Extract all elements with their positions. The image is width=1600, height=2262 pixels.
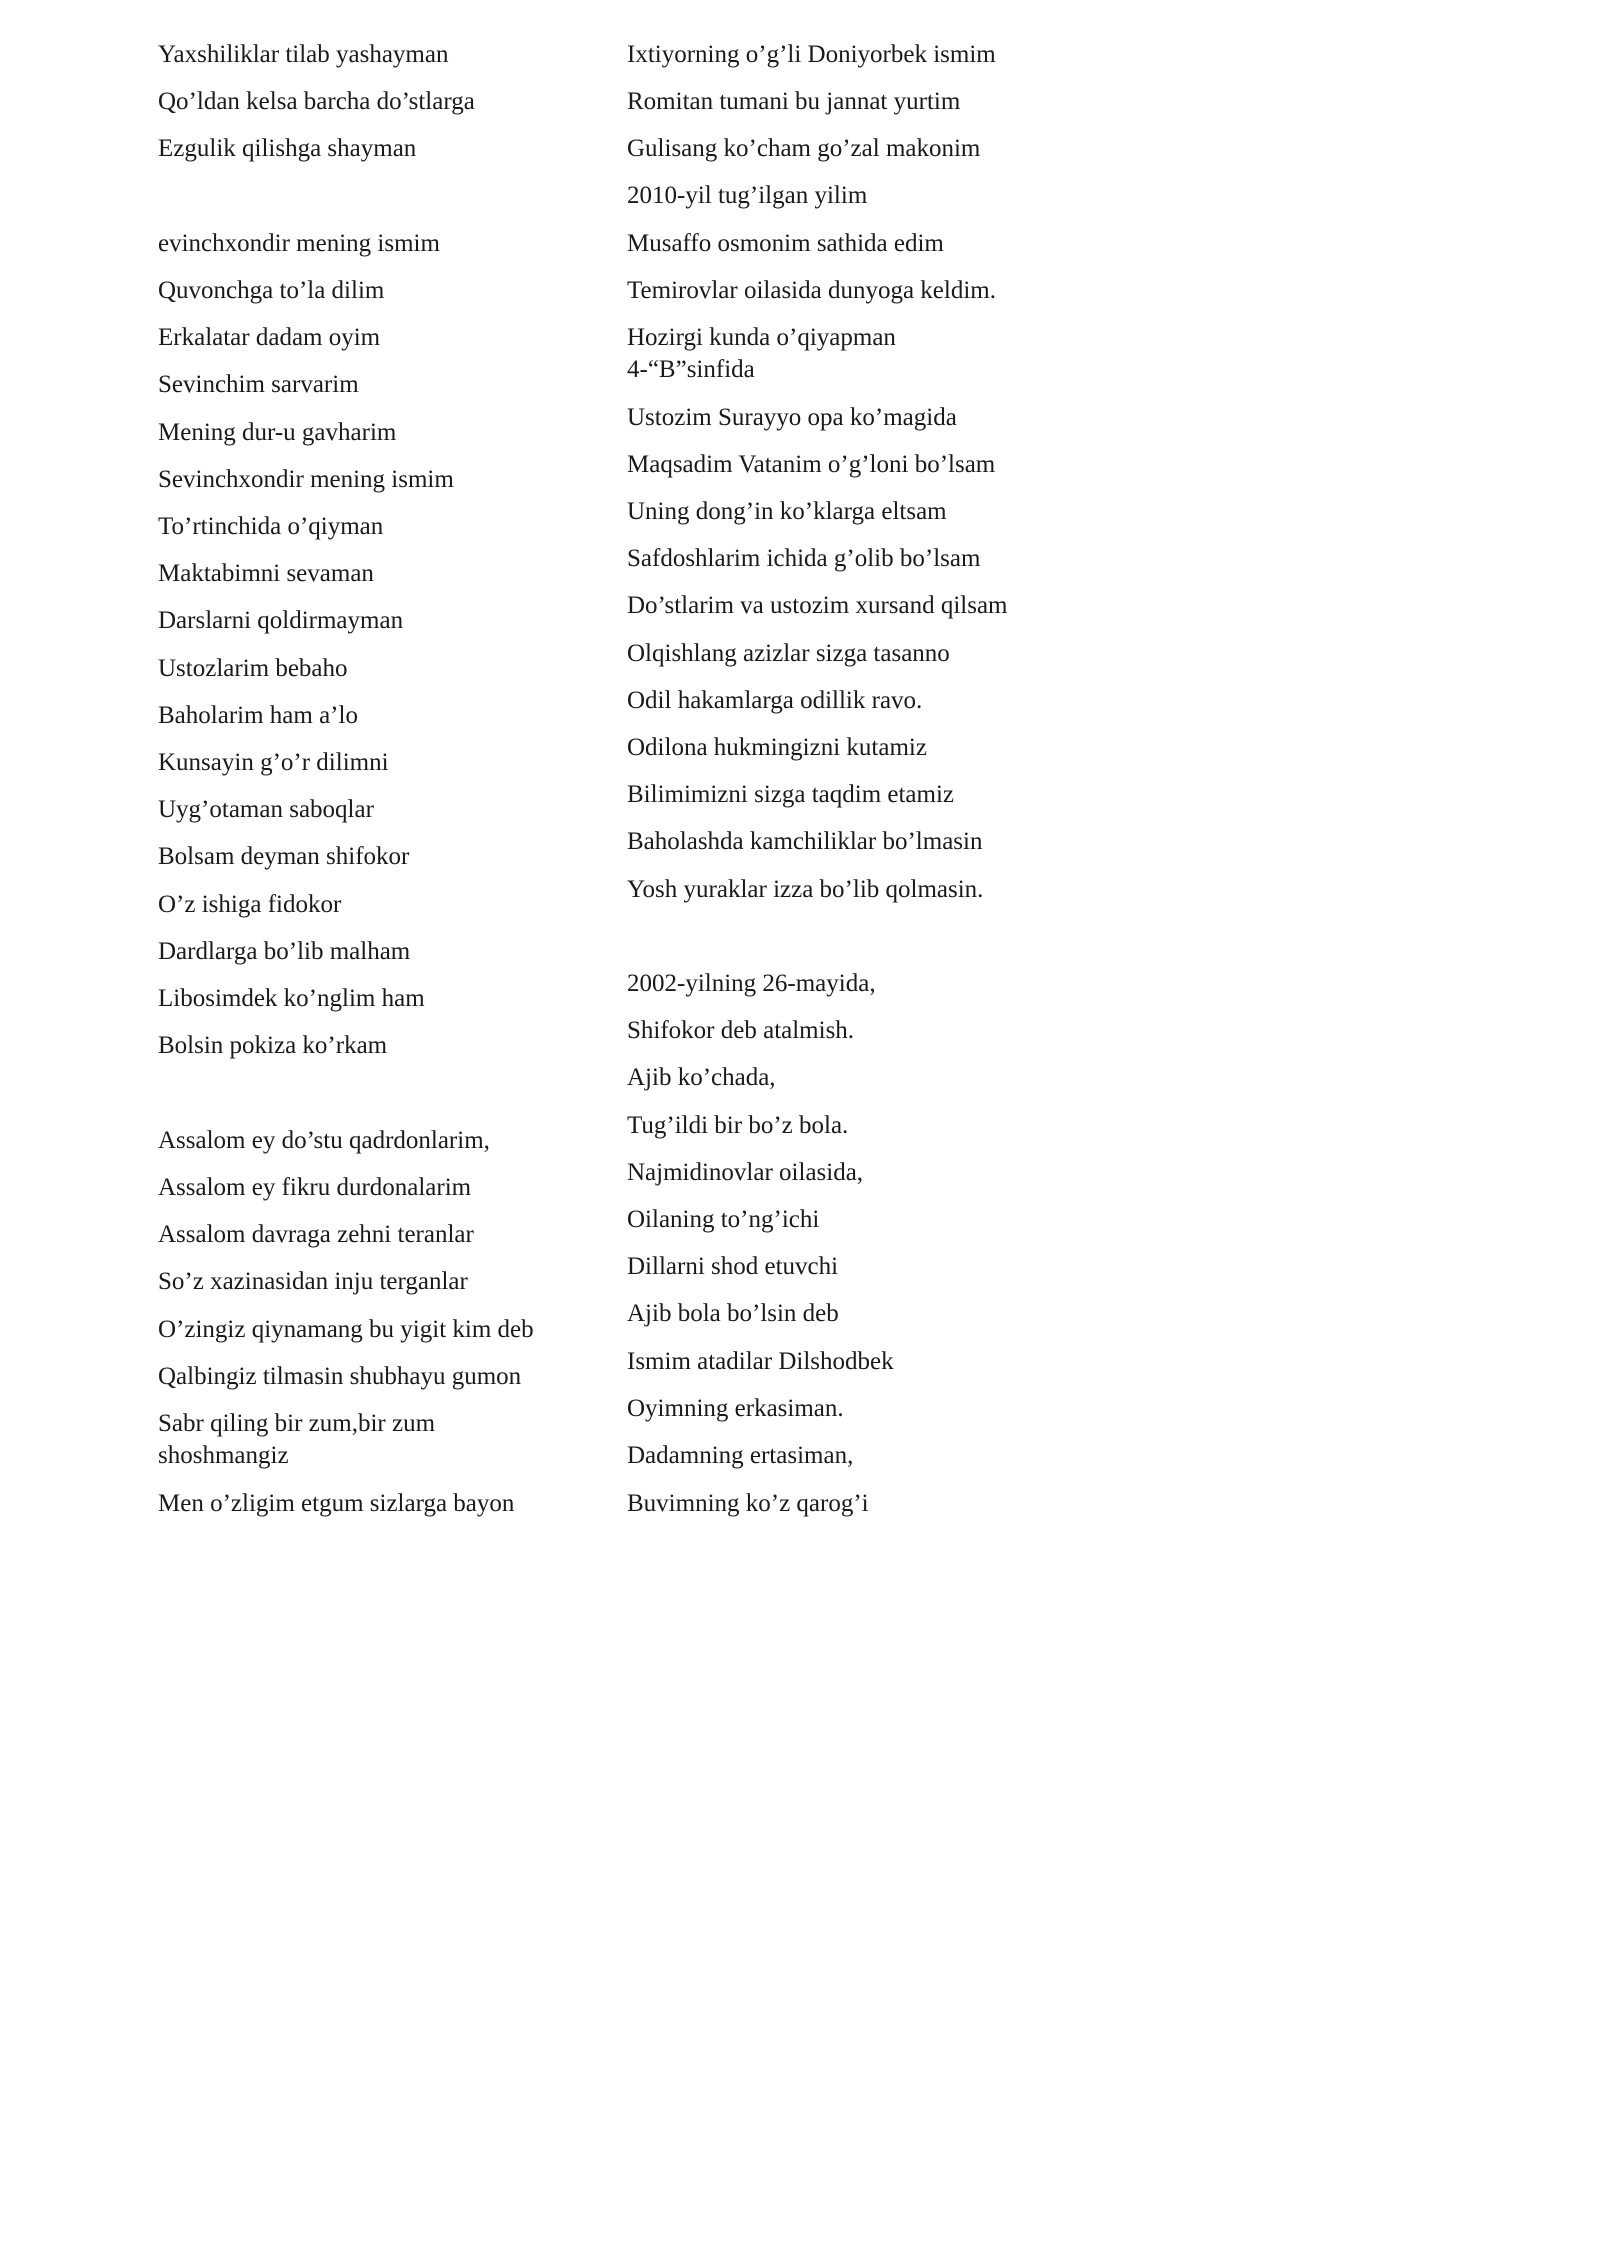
poem-line: Assalom ey do’stu qadrdonlarim, [158,1127,490,1154]
poem-line: Uyg’otaman saboqlar [158,796,374,823]
poem-line: Erkalatar dadam oyim [158,324,381,351]
poem-line: Odil hakamlarga odillik ravo. [627,687,923,714]
poem-line: Shifokor deb atalmish. [627,1017,855,1044]
poem-line: Mening dur-u gavharim [158,419,397,446]
poem-line: Safdoshlarim ichida g’olib bo’lsam [627,545,981,572]
poem-line: Tug’ildi bir bo’z bola. [627,1112,849,1139]
poem-line: Sevinchxondir mening ismim [158,466,454,493]
poem-line: Libosimdek ko’nglim ham [158,985,425,1012]
poem-line: Dillarni shod etuvchi [627,1253,839,1280]
poem-line: Quvonchga to’la dilim [158,277,385,304]
poem-line: Baholashda kamchiliklar bo’lmasin [627,828,983,855]
poem-line: Do’stlarim va ustozim xursand qilsam [627,592,1008,619]
poem-line: So’z xazinasidan inju terganlar [158,1268,468,1295]
poem-line: Temirovlar oilasida dunyoga keldim. [627,277,996,304]
poem-line: Romitan tumani bu jannat yurtim [627,88,961,115]
poem-line: Hozirgi kunda o’qiyapman 4-“B”sinfida [627,324,896,383]
poem-line: Yaxshiliklar tilab yashayman [158,41,449,68]
poem-line: Yosh yuraklar izza bo’lib qolmasin. [627,876,984,903]
poem-line: Assalom ey fikru durdonalarim [158,1174,472,1201]
poem-line: Bolsam deyman shifokor [158,843,410,870]
poem-line: Sabr qiling bir zum,bir zum shoshmangiz [158,1410,436,1469]
poem-line: Musaffo osmonim sathida edim [627,230,944,257]
poem-line: Men o’zligim etgum sizlarga bayon [158,1490,515,1517]
poem-line: Oilaning to’ng’ichi [627,1206,820,1233]
poem-line: Dadamning ertasiman, [627,1442,854,1469]
poem-line: To’rtinchida o’qiyman [158,513,384,540]
poem-line: Oyimning erkasiman. [627,1395,844,1422]
poem-line: Gulisang ko’cham go’zal makonim [627,135,981,162]
poem-line: Ezgulik qilishga shayman [158,135,417,162]
poem-line: O’z ishiga fidokor [158,891,342,918]
poem-line: Maqsadim Vatanim o’g’loni bo’lsam [627,451,996,478]
poem-line: Ustozlarim bebaho [158,655,348,682]
poem-line: Sevinchim sarvarim [158,371,359,398]
poem-line: Ixtiyorning o’g’li Doniyorbek ismim [627,41,996,68]
poem-line: Darslarni qoldirmayman [158,607,404,634]
poem-line: Buvimning ko’z qarog’i [627,1490,869,1517]
poem-line: Baholarim ham a’lo [158,702,358,729]
poem-line: Kunsayin g’o’r dilimni [158,749,389,776]
poem-line: Maktabimni sevaman [158,560,374,587]
poem-line: 2002-yilning 26-mayida, [627,970,876,997]
document-page [0,0,1100,1555]
poem-line: Ustozim Surayyo opa ko’magida [627,404,957,431]
poem-line: Olqishlang azizlar sizga tasanno [627,640,950,667]
poem-line: Ajib bola bo’lsin deb [627,1300,839,1327]
poem-line: Assalom davraga zehni teranlar [158,1221,474,1248]
poem-line: Qo’ldan kelsa barcha do’stlarga [158,88,475,115]
poem-line: Dardlarga bo’lib malham [158,938,411,965]
poem-line: 2010-yil tug’ilgan yilim [627,182,868,209]
poem-line: Najmidinovlar oilasida, [627,1159,864,1186]
poem-line: Odilona hukmingizni kutamiz [627,734,927,761]
poem-line: Bilimimizni sizga taqdim etamiz [627,781,955,808]
poem-line: Bolsin pokiza ko’rkam [158,1032,388,1059]
poem-line: Ajib ko’chada, [627,1064,776,1091]
poem-line: O’zingiz qiynamang bu yigit kim deb [158,1316,534,1343]
poem-line: Ismim atadilar Dilshodbek [627,1348,894,1375]
poem-line: Qalbingiz tilmasin shubhayu gumon [158,1363,522,1390]
poem-line: evinchxondir mening ismim [158,230,440,257]
poem-line: Uning dong’in ko’klarga eltsam [627,498,947,525]
